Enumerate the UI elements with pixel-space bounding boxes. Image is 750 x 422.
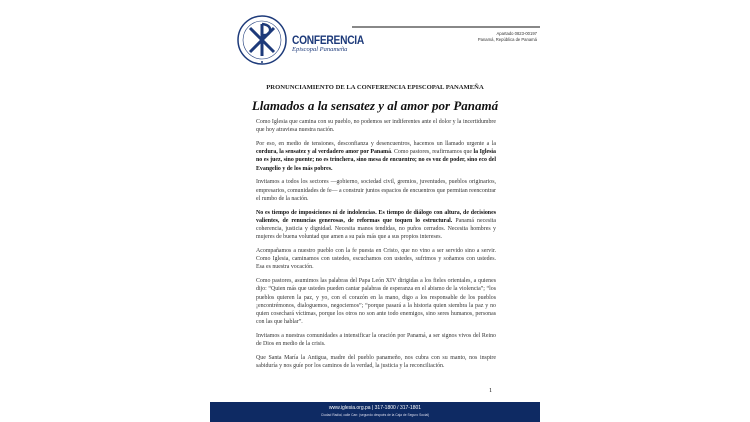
footer-location: Ciudad Radial, calle Carr. (segundo después de la Caja de Seguro Social) (320, 413, 430, 417)
bold-text: la Iglesia no es juez, sino puente; no es trinchera, sino mesa de encuentro; no es voz de poder, sino eco del Evangelio y de los más pobres. (256, 149, 496, 172)
bold-text: cordura, la sensatez y al verdadero amor por Panamá (256, 149, 392, 156)
brand-subtitle: Episcopal Panameña (292, 46, 348, 53)
footer-contact: www.iglesia.org.pa | 317-1800 / 317-1801 (328, 405, 422, 411)
address-line: Apartado 0823-00197 (496, 31, 537, 36)
text: Panamá necesita coherencia, justicia y dignidad. Necesita manos tendidas, no puños cerrados. Necesita hombres y mujeres de buena voluntad que amen a su país más que a sus propios intereses. (256, 217, 497, 241)
page-number: 1 (489, 387, 493, 394)
paragraph (256, 209, 496, 242)
paragraph: Como pastores, asumimos las palabras del Papa León XIV dirigidas a los fieles orientales, a quienes dijo: “Quien más que ustedes pueden cantar palabras de esperanza en el abismo de la violencia”; “los pueblos quieren la paz, y yo, con el corazón en la mano, digo a los responsable de los pueblos ¡encontrémonos, dialoguemos, negociemos”; “porque pasará a la historia quien siembra la paz y no quien cosechará víctimas, porque los otros no son ante todo enemigos, sino seres humanos, personas con las que hablar”. (256, 278, 496, 326)
brand-name: CONFERENCIA (292, 33, 364, 47)
paragraph (256, 140, 496, 173)
footer-bar (210, 402, 540, 422)
document-heading: PRONUNCIAMIENTO DE LA CONFERENCIA EPISCOPAL PANAMEÑA (266, 84, 484, 91)
paragraph: Como Iglesia que camina con su pueblo, no podemos ser indiferentes ante el dolor y la incertidumbre que hoy atraviesa nuestra nación. (256, 119, 496, 134)
paragraph: Invitamos a todos los sectores —gobierno, sociedad civil, gremios, juventudes, pueblos originarios, empresarios, comunidades de fe— a construir juntos espacios de encuentros que permitan reencontrar el rumbo de la nación. (256, 179, 496, 202)
conference-seal-logo (236, 14, 288, 66)
paragraph: Que Santa María la Antigua, madre del pueblo panameño, nos cubra con su manto, nos inspire sabiduría y nos guíe por los caminos de la verdad, la justicia y la reconciliación. (256, 355, 496, 370)
text: . Como pastores, reafirmamos que (391, 149, 474, 156)
document-body (256, 118, 496, 376)
paragraph: Invitamos a nuestras comunidades a intensificar la oración por Panamá, a ser signos vivos del Reino de Dios en medio de la crisis. (256, 333, 496, 348)
text: Por eso, en medio de tensiones, desconfianza y desencuentros, hacemos un llamado urgente a la (256, 141, 496, 147)
brand-wordmark (292, 33, 377, 53)
document-title: Llamados a la sensatez y al amor por Panamá (251, 98, 499, 113)
bold-text: No es tiempo de imposiciones ni de indolencias. Es tiempo de diálogo con altura, de decisiones valientes, de renuncias generosas, de reformas que toquen lo estructural. (256, 209, 496, 224)
address-line: Panamá, República de Panamá (477, 37, 537, 42)
address-block (478, 31, 537, 43)
paragraph: Acompañamos a nuestro pueblo con la fe puesta en Cristo, que no vino a ser servido sino a servir. Como Iglesia, caminamos con ustedes, escuchamos con ustedes, sufrimos y soñamos con ustedes. Esa es nuestra vocación. (256, 248, 496, 271)
header-divider (352, 26, 540, 28)
